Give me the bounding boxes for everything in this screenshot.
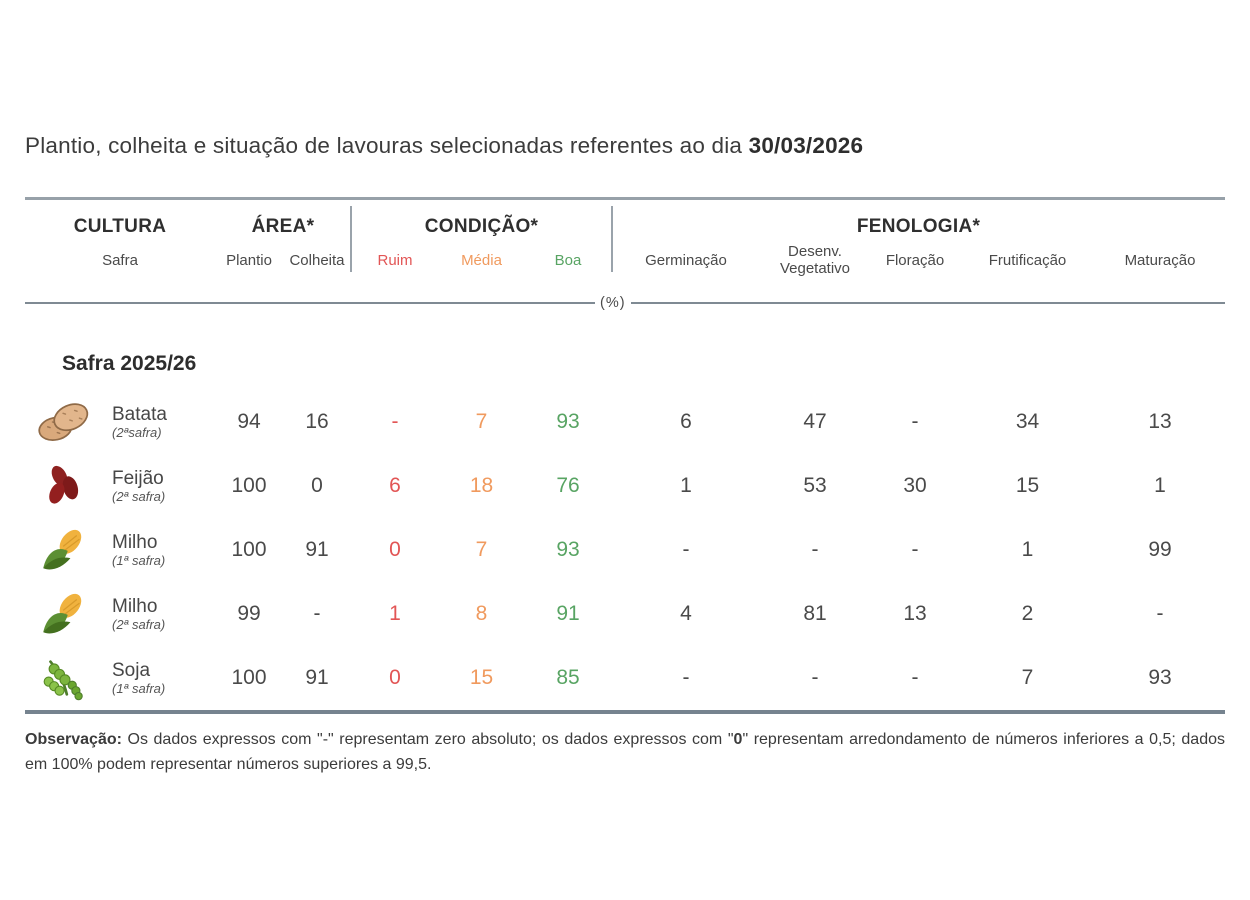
cell-colheita: 91 [305,666,329,689]
cell-plantio: 100 [231,666,267,689]
cell-boa: 91 [556,602,580,625]
cell-frutificacao: 1 [1021,538,1034,561]
crop-safra: (2ª safra) [112,617,166,632]
cell-colheita: 91 [305,538,329,561]
rule-segment-left [25,302,595,304]
cell-maturacao: 99 [1148,538,1172,561]
table-body [25,390,1225,710]
crop-safra: (1ª safra) [112,681,166,696]
crop-name: Soja [112,660,151,681]
beans-icon [25,462,105,510]
crop-name: Milho [112,532,158,553]
crop-name: Feijão [112,468,164,489]
column-header-colheita: Colheita [289,251,345,269]
observation-seg1: Os dados expressos com "-" representam zero absoluto; os dados expressos com " [121,731,734,748]
cell-frutificacao: 34 [1015,410,1040,433]
cell-germinacao: - [682,666,690,689]
header-divider-condicao-fenologia [611,206,613,272]
column-group-cultura: CULTURA [73,216,167,237]
column-header-media: Média [461,251,502,269]
header-divider-area-condicao [350,206,352,272]
column-header-frutificacao: Frutificação [988,251,1067,269]
cell-colheita: - [313,602,321,625]
cell-boa: 93 [556,410,580,433]
report-date: 30/03/2026 [748,133,864,158]
cell-plantio: 100 [231,538,267,561]
cell-desenv: 47 [803,410,827,433]
cell-plantio: 94 [237,410,261,433]
observation-zero: 0 [733,731,743,748]
column-header-floracao: Floração [885,251,945,269]
table-row [25,518,1225,582]
cell-desenv: - [811,538,819,561]
crop-safra: (1ª safra) [112,553,166,568]
table-row [25,582,1225,646]
column-group-fenologia: FENOLOGIA* [856,216,981,237]
cell-floracao: - [911,538,919,561]
table-row [25,454,1225,518]
cell-ruim: - [391,410,399,433]
cell-germinacao: 4 [680,602,692,625]
cell-colheita: 0 [311,474,323,497]
cell-ruim: 1 [389,602,401,625]
cell-floracao: - [911,666,919,689]
column-header-desenv-vegetativo [760,244,870,278]
percent-label: (%) [600,295,626,311]
cell-maturacao: 1 [1154,474,1166,497]
page-title [25,0,1225,159]
cell-floracao: 13 [903,602,927,625]
desenv-line2: Vegetativo [779,260,851,277]
column-header-maturacao: Maturação [1124,251,1196,269]
crop-safra: (2ªsafra) [112,425,162,440]
corn-icon [25,526,105,574]
cell-boa: 76 [556,474,580,497]
table-row [25,646,1225,710]
cell-maturacao: 93 [1148,666,1172,689]
cell-germinacao: - [682,538,690,561]
cell-plantio: 100 [231,474,267,497]
bottom-divider [25,710,1225,714]
page-title-text: Plantio, colheita e situação de lavouras selecionadas referentes ao dia [25,133,749,158]
cell-ruim: 6 [389,474,401,497]
observation-seg3: " representam arredondamento de números inferiores a 0,5; dados em 100% podem representar números superiores a 99,5. [25,731,1225,773]
cell-maturacao: 13 [1148,410,1172,433]
table-row [25,390,1225,454]
column-header-plantio: Plantio [226,251,272,269]
cell-media: 15 [469,666,494,689]
cell-frutificacao: 2 [1021,602,1034,625]
column-header-ruim: Ruim [377,251,413,269]
cell-germinacao: 6 [680,410,692,433]
cell-desenv: 81 [803,602,827,625]
cell-desenv: - [811,666,819,689]
cell-media: 8 [475,602,488,625]
section-title-safra: Safra 2025/26 [62,352,197,375]
desenv-line1: Desenv. [788,243,842,261]
column-header-boa: Boa [554,251,582,269]
corn-icon [25,590,105,638]
table-header [25,200,1225,284]
cell-floracao: - [911,410,919,433]
cell-plantio: 99 [237,602,261,625]
observation-label: Observação: [25,731,122,748]
cell-ruim: 0 [389,538,401,561]
cell-ruim: 0 [389,666,401,689]
cell-boa: 85 [556,666,580,689]
column-group-area: ÁREA* [251,216,315,237]
rule-segment-right [631,302,1225,304]
observation-note [25,728,1225,778]
soy-icon [25,654,105,702]
cell-boa: 93 [556,538,580,561]
cell-media: 18 [469,474,494,497]
cell-desenv: 53 [803,474,827,497]
cell-colheita: 16 [305,410,329,433]
cell-frutificacao: 15 [1015,474,1040,497]
cell-maturacao: - [1156,602,1164,625]
column-header-germinacao: Germinação [645,251,727,269]
cell-germinacao: 1 [680,474,692,497]
crop-name: Milho [112,596,158,617]
potato-icon [25,397,105,447]
crop-safra: (2ª safra) [112,489,166,504]
cell-media: 7 [475,538,488,561]
cell-floracao: 30 [903,474,927,497]
percent-rule [25,294,1225,312]
cell-frutificacao: 7 [1021,666,1034,689]
column-header-safra: Safra [102,251,138,269]
cell-media: 7 [475,410,488,433]
column-group-condicao: CONDIÇÃO* [424,216,539,237]
crop-name: Batata [112,404,167,425]
